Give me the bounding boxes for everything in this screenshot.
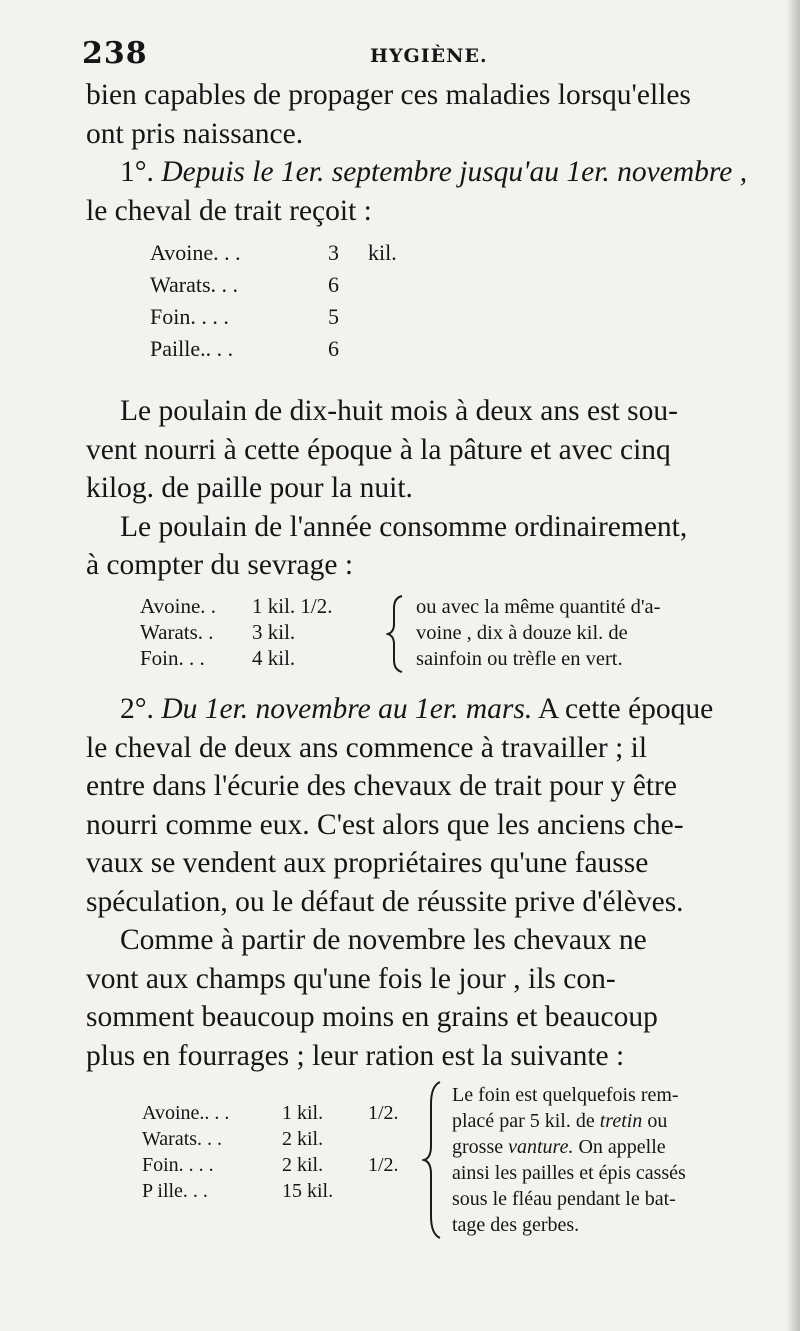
- ration-fraction: 1/2.: [368, 1154, 399, 1176]
- note-line: sainfoin ou trèfle en vert.: [416, 648, 623, 670]
- ration-qty: 3: [328, 240, 339, 265]
- ration-item: Warats. . .: [150, 272, 239, 297]
- ration-table-foal: [140, 594, 400, 684]
- note-line: voine , dix à douze kil. de: [416, 622, 628, 644]
- ration-item: Avoine. .: [140, 594, 217, 618]
- running-head: [82, 36, 762, 76]
- ration-qty: 1 kil.: [282, 1102, 324, 1124]
- text-line: somment beaucoup moins en grains et beaucoup: [86, 1001, 658, 1033]
- ration-item: Warats. . .: [142, 1128, 223, 1150]
- note-line: placé par 5 kil. de tretin ou: [452, 1110, 668, 1132]
- ration-qty: 6: [328, 336, 339, 361]
- ration-item: Foin. . . .: [142, 1154, 214, 1176]
- text-line: spéculation, ou le défaut de réussite prive d'élèves.: [86, 885, 684, 918]
- section-2-heading: 2°. Du 1er. novembre au 1er. mars. A cette époque: [120, 693, 714, 725]
- text-line: vent nourri à cette époque à la pâture et avec cinq: [86, 433, 671, 466]
- text-line: vont aux champs qu'une fois le jour , ils con-: [86, 962, 616, 995]
- text-line: le cheval de deux ans commence à travailler ; il: [86, 731, 648, 764]
- section-2: [86, 690, 766, 1075]
- ration-item: Avoine.. . .: [142, 1102, 230, 1124]
- ration-qty: 2 kil.: [282, 1128, 324, 1150]
- ration-table-autumn: [150, 240, 450, 370]
- ration-qty: 2 kil.: [282, 1154, 324, 1176]
- ration-unit: kil.: [368, 240, 397, 265]
- foal-ration-note: [416, 594, 766, 672]
- text-line: ont pris naissance.: [86, 117, 304, 150]
- running-title: HYGIÈNE.: [370, 45, 488, 67]
- note-line: ainsi les pailles et épis cassés: [452, 1162, 686, 1184]
- ration-qty: 15 kil.: [282, 1180, 334, 1202]
- ration-item: P ille. . .: [142, 1180, 208, 1202]
- text-line: le cheval de trait reçoit :: [86, 194, 372, 227]
- ration-qty: 1 kil. 1/2.: [252, 594, 333, 618]
- ration-item: Foin. . . .: [150, 304, 229, 329]
- brace-icon: [386, 594, 408, 674]
- note-line: grosse vanture. On appelle: [452, 1136, 666, 1158]
- text-line: bien capables de propager ces maladies lorsqu'elles: [86, 79, 691, 111]
- note-line: Le foin est quelquefois rem-: [452, 1084, 679, 1106]
- section-1-heading: 1°. Depuis le 1er. septembre jusqu'au 1er. novembre ,: [120, 156, 748, 188]
- ration-qty: 3 kil.: [252, 620, 296, 644]
- page-number: 238: [82, 36, 148, 71]
- brace-icon: [422, 1080, 444, 1240]
- ration-qty: 5: [328, 304, 339, 329]
- text-line: Le poulain de dix-huit mois à deux ans est sou-: [120, 395, 678, 427]
- text-line: kilog. de paille pour la nuit.: [86, 472, 413, 504]
- ration-qty: 6: [328, 272, 339, 297]
- text-line: nourri comme eux. C'est alors que les anciens che-: [86, 808, 684, 841]
- ration-item: Warats. .: [140, 620, 214, 644]
- foal-paragraph-1: [86, 392, 766, 585]
- intro-paragraph: [86, 76, 766, 230]
- winter-ration-note: [452, 1082, 772, 1238]
- ration-fraction: 1/2.: [368, 1102, 399, 1124]
- note-line: sous le fléau pendant le bat-: [452, 1188, 676, 1210]
- note-line: tage des gerbes.: [452, 1214, 580, 1236]
- text-line: entre dans l'écurie des chevaux de trait pour y être: [86, 770, 677, 802]
- text-line: Le poulain de l'année consomme ordinairement,: [120, 510, 688, 543]
- text-line: Comme à partir de novembre les chevaux ne: [120, 924, 647, 956]
- ration-item: Avoine. . .: [150, 240, 241, 265]
- ration-item: Paille.. . .: [150, 336, 234, 361]
- ration-item: Foin. . .: [140, 646, 205, 670]
- ration-table-winter: [142, 1102, 422, 1212]
- note-line: ou avec la même quantité d'a-: [416, 596, 661, 618]
- text-line: à compter du sevrage :: [86, 549, 354, 581]
- text-line: vaux se vendent aux propriétaires qu'une fausse: [86, 847, 649, 879]
- page-edge-shadow: [786, 0, 800, 1331]
- text-line: plus en fourrages ; leur ration est la suivante :: [86, 1039, 625, 1072]
- ration-qty: 4 kil.: [252, 646, 296, 670]
